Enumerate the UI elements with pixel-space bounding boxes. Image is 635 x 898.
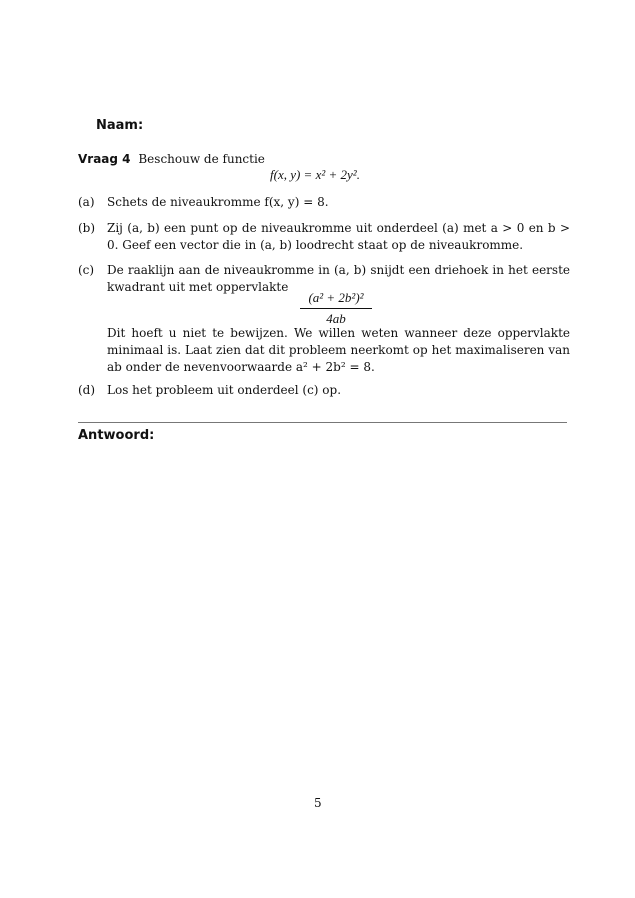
item-label: (b)	[78, 221, 96, 235]
item-text: De raaklijn aan de niveaukromme in (a, b) snijdt een driehoek in het eerste kwadrant uit met oppervlakte	[107, 263, 570, 294]
page-number: 5	[314, 796, 322, 810]
item-c-continued	[78, 325, 570, 376]
function-formula: f(x, y) = x² + 2y².	[270, 167, 360, 182]
item-text: Dit hoeft u niet te bewijzen. We willen weten wanneer deze oppervlakte minimaal is. Laat zien dat dit probleem neerkomt op het maximaliseren van ab onder de nevenvoorwaarde a² + 2b² = 8.	[107, 326, 570, 374]
name-label: Naam:	[96, 118, 144, 133]
item-b	[78, 220, 570, 254]
item-text: Zij (a, b) een punt op de niveaukromme uit onderdeel (a) met a > 0 en b > 0. Geef een vector die in (a, b) loodrecht staat op de niveaukromme.	[107, 221, 570, 252]
divider	[78, 422, 567, 423]
item-label: (c)	[78, 263, 95, 277]
item-label: (d)	[78, 383, 96, 397]
fraction-denominator: 4ab	[326, 311, 346, 326]
item-label: (a)	[78, 195, 95, 209]
area-fraction	[300, 290, 372, 327]
item-text: Los het probleem uit onderdeel (c) op.	[107, 383, 342, 397]
question-number: Vraag 4	[78, 152, 131, 166]
question-header	[78, 152, 265, 166]
item-a	[78, 194, 570, 211]
question-intro: Beschouw de functie	[138, 152, 265, 166]
item-text: Schets de niveaukromme f(x, y) = 8.	[107, 195, 329, 209]
answer-label: Antwoord:	[78, 428, 155, 443]
item-d	[78, 382, 570, 399]
fraction-numerator: (a² + 2b²)²	[300, 290, 372, 309]
